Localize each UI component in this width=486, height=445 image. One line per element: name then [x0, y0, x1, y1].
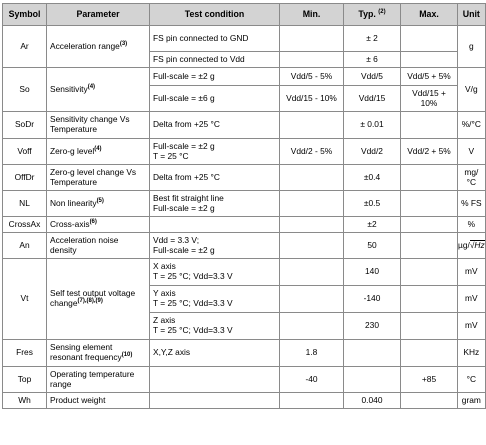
vt-condition-z: [150, 313, 280, 340]
header-max: Max.: [401, 4, 458, 26]
table-row-fres: [3, 340, 486, 367]
ar-typ-1: ± 2: [344, 26, 401, 52]
vt-unit-y: mV: [458, 286, 486, 313]
fres-parameter: [47, 340, 150, 367]
wh-condition: [150, 393, 280, 409]
ar-unit: g: [458, 26, 486, 68]
sodr-typ: ± 0.01: [344, 112, 401, 139]
vt-condition-x: [150, 259, 280, 286]
header-typ: [344, 4, 401, 26]
ar-parameter-text: Acceleration range: [50, 40, 120, 51]
so-condition-1: Full-scale = ±2 g: [150, 68, 280, 86]
fres-parameter-text: Sensing element resonant frequency: [50, 342, 122, 362]
so-condition-2: Full-scale = ±6 g: [150, 86, 280, 112]
top-parameter: Operating temperature range: [47, 367, 150, 393]
wh-symbol: Wh: [3, 393, 47, 409]
an-parameter: Acceleration noise density: [47, 233, 150, 259]
vt-min-z: [280, 313, 344, 340]
crossax-parameter: [47, 217, 150, 233]
table-row-so-1: [3, 68, 486, 86]
header-typ-label: Typ.: [358, 9, 376, 20]
fres-min: 1.8: [280, 340, 344, 367]
header-symbol: Symbol: [3, 4, 47, 26]
sodr-parameter: Sensitivity change Vs Temperature: [47, 112, 150, 139]
so-min-1: Vdd/5 - 5%: [280, 68, 344, 86]
sqrt-hz-icon: √Hz: [469, 240, 485, 251]
header-row: [3, 4, 486, 26]
sodr-max: [401, 112, 458, 139]
vt-condition-y: [150, 286, 280, 313]
wh-typ: 0.040: [344, 393, 401, 409]
offdr-unit: mg/°C: [458, 165, 486, 191]
nl-min: [280, 191, 344, 217]
crossax-note: (6): [89, 218, 97, 225]
vt-max-y: [401, 286, 458, 313]
header-min: Min.: [280, 4, 344, 26]
table-row-an: [3, 233, 486, 259]
nl-parameter-text: Non linearity: [50, 197, 97, 208]
table-row-wh: [3, 393, 486, 409]
voff-max: Vdd/2 + 5%: [401, 139, 458, 165]
nl-typ: ±0.5: [344, 191, 401, 217]
offdr-parameter: Zero-g level change Vs Temperature: [47, 165, 150, 191]
vt-axis-z: Z axis: [153, 315, 176, 326]
vt-typ-x: 140: [344, 259, 401, 286]
crossax-unit: %: [458, 217, 486, 233]
nl-condition: [150, 191, 280, 217]
so-symbol: So: [3, 68, 47, 112]
vt-parameter: [47, 259, 150, 340]
offdr-symbol: OffDr: [3, 165, 47, 191]
ar-typ-2: ± 6: [344, 52, 401, 68]
ar-note: (3): [119, 40, 128, 47]
nl-note: (5): [96, 197, 104, 204]
wh-parameter: Product weight: [47, 393, 150, 409]
so-unit: V/g: [458, 68, 486, 112]
so-parameter-text: Sensitivity: [50, 83, 88, 94]
voff-parameter: [47, 139, 150, 165]
vt-unit-z: mV: [458, 313, 486, 340]
so-min-2: Vdd/15 - 10%: [280, 86, 344, 112]
offdr-max: [401, 165, 458, 191]
fres-unit: KHz: [458, 340, 486, 367]
vt-axis-x: X axis: [153, 261, 176, 272]
an-condition-line-1: Vdd = 3.3 V;: [153, 234, 200, 245]
an-max: [401, 233, 458, 259]
table-row-top: [3, 367, 486, 393]
ar-condition-1: FS pin connected to GND: [150, 26, 280, 52]
crossax-max: [401, 217, 458, 233]
vt-typ-y: -140: [344, 286, 401, 313]
crossax-symbol: CrossAx: [3, 217, 47, 233]
ar-min-2: [280, 52, 344, 68]
vt-axis-y: Y axis: [153, 288, 176, 299]
voff-symbol: Voff: [3, 139, 47, 165]
vt-max-z: [401, 313, 458, 340]
sodr-unit: %/°C: [458, 112, 486, 139]
header-parameter: Parameter: [47, 4, 150, 26]
sodr-condition: Delta from +25 °C: [150, 112, 280, 139]
crossax-min: [280, 217, 344, 233]
fres-note: (10): [121, 352, 133, 359]
vt-min-y: [280, 286, 344, 313]
an-min: [280, 233, 344, 259]
top-max: +85: [401, 367, 458, 393]
fres-max: [401, 340, 458, 367]
nl-max: [401, 191, 458, 217]
so-typ-2: Vdd/15: [344, 86, 401, 112]
ar-max-2: [401, 52, 458, 68]
an-unit: [458, 233, 486, 259]
table-row-ar-1: [3, 26, 486, 52]
voff-condition-line-1: Full-scale = ±2 g: [153, 140, 215, 151]
ar-symbol: Ar: [3, 26, 47, 68]
header-typ-note: (2): [378, 9, 386, 16]
ar-parameter: [47, 26, 150, 68]
voff-unit: V: [458, 139, 486, 165]
sodr-min: [280, 112, 344, 139]
voff-condition-line-2: T = 25 °C: [153, 150, 189, 161]
crossax-typ: ±2: [344, 217, 401, 233]
table-row-offdr: [3, 165, 486, 191]
top-typ: [344, 367, 401, 393]
nl-unit: % FS: [458, 191, 486, 217]
so-max-1: Vdd/5 + 5%: [401, 68, 458, 86]
offdr-typ: ±0.4: [344, 165, 401, 191]
voff-min: Vdd/2 - 5%: [280, 139, 344, 165]
offdr-min: [280, 165, 344, 191]
vt-parameter-text: Self test output voltage change: [50, 288, 136, 308]
electrical-characteristics-table: [2, 3, 486, 409]
so-typ-1: Vdd/5: [344, 68, 401, 86]
table-row-nl: [3, 191, 486, 217]
nl-parameter: [47, 191, 150, 217]
offdr-condition: Delta from +25 °C: [150, 165, 280, 191]
top-min: -40: [280, 367, 344, 393]
so-note: (4): [87, 83, 96, 90]
nl-symbol: NL: [3, 191, 47, 217]
voff-condition: [150, 139, 280, 165]
top-symbol: Top: [3, 367, 47, 393]
vt-note: (7),(8),(9): [77, 298, 103, 305]
so-parameter: [47, 68, 150, 112]
an-condition: [150, 233, 280, 259]
header-unit: Unit: [458, 4, 486, 26]
vt-min-x: [280, 259, 344, 286]
spec-table-wrapper: [2, 3, 486, 409]
top-unit: °C: [458, 367, 486, 393]
vt-typ-z: 230: [344, 313, 401, 340]
an-unit-prefix: µg/: [458, 240, 470, 251]
fres-condition: X,Y,Z axis: [150, 340, 280, 367]
sodr-symbol: SoDr: [3, 112, 47, 139]
header-test-condition: Test condition: [150, 4, 280, 26]
ar-min-1: [280, 26, 344, 52]
crossax-condition: [150, 217, 280, 233]
vt-symbol: Vt: [3, 259, 47, 340]
vt-condition-y-detail: T = 25 °C; Vdd=3.3 V: [153, 298, 233, 308]
wh-unit: gram: [458, 393, 486, 409]
an-symbol: An: [3, 233, 47, 259]
vt-condition-z-detail: T = 25 °C; Vdd=3.3 V: [153, 325, 233, 335]
top-condition: [150, 367, 280, 393]
an-condition-line-2: Full-scale = ±2 g: [153, 244, 215, 255]
so-max-2: Vdd/15 + 10%: [401, 86, 458, 112]
nl-condition-line-1: Best fit straight line: [153, 192, 224, 203]
crossax-parameter-text: Cross-axis: [50, 218, 90, 229]
wh-max: [401, 393, 458, 409]
voff-typ: Vdd/2: [344, 139, 401, 165]
table-row-vt-x: [3, 259, 486, 286]
table-row-sodr: [3, 112, 486, 139]
ar-max-1: [401, 26, 458, 52]
ar-condition-2: FS pin connected to Vdd: [150, 52, 280, 68]
voff-note: (4): [94, 145, 102, 152]
table-row-voff: [3, 139, 486, 165]
fres-symbol: Fres: [3, 340, 47, 367]
voff-parameter-text: Zero-g level: [50, 145, 95, 156]
wh-min: [280, 393, 344, 409]
table-row-crossax: [3, 217, 486, 233]
fres-typ: [344, 340, 401, 367]
vt-condition-x-detail: T = 25 °C; Vdd=3.3 V: [153, 271, 233, 281]
an-typ: 50: [344, 233, 401, 259]
vt-unit-x: mV: [458, 259, 486, 286]
nl-condition-line-2: Full-scale = ±2 g: [153, 202, 215, 213]
vt-max-x: [401, 259, 458, 286]
